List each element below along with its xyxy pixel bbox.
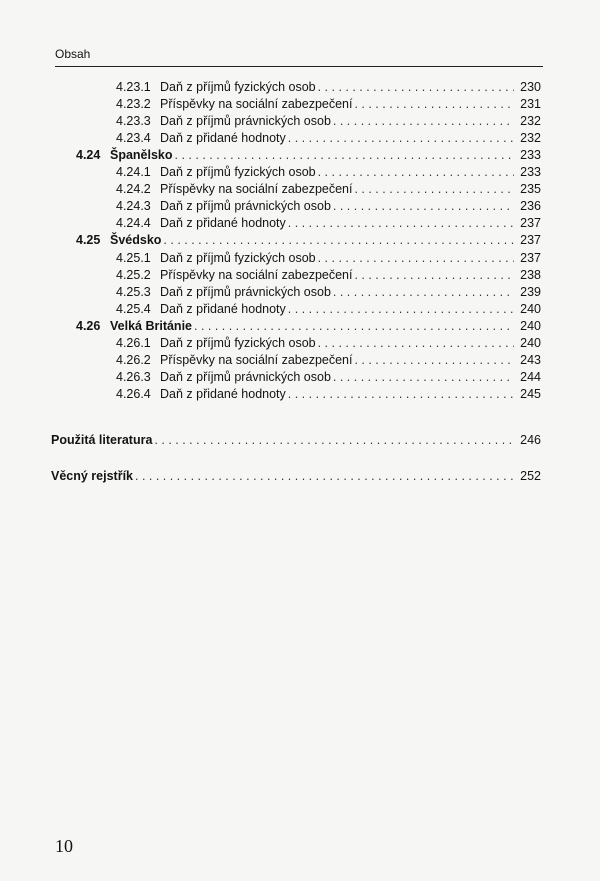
toc-entry-page: 236 xyxy=(520,199,541,214)
toc-entry-title: Španělsko xyxy=(110,148,173,163)
toc-entry-title: Příspěvky na sociální zabezpečení xyxy=(160,182,353,197)
dot-leader xyxy=(354,352,514,369)
toc-entry xyxy=(116,130,541,147)
toc-entry xyxy=(76,147,541,164)
dot-leader xyxy=(333,284,514,301)
toc-entry-page: 240 xyxy=(520,318,541,333)
toc-entry-title: Daň z přidané hodnoty xyxy=(160,131,286,146)
toc-entry-title: Příspěvky na sociální zabezpečení xyxy=(160,352,353,367)
toc-entry-number: 4.26.2 xyxy=(116,352,151,367)
toc-entry xyxy=(51,432,541,449)
dot-leader xyxy=(175,147,515,164)
toc-entry-page: 244 xyxy=(520,369,541,384)
toc-entry-page: 243 xyxy=(520,352,541,367)
toc-entry-page: 245 xyxy=(520,386,541,401)
dot-leader xyxy=(194,318,514,335)
toc-entry-title: Daň z příjmů fyzických osob xyxy=(160,335,316,350)
toc-entry-title: Použitá literatura xyxy=(51,433,153,447)
dot-leader xyxy=(163,232,514,249)
running-header-title: Obsah xyxy=(55,47,91,61)
toc-entry-number: 4.23.1 xyxy=(116,80,151,94)
toc-entry-number: 4.26 xyxy=(76,318,101,333)
toc-entry-number: 4.24.2 xyxy=(116,182,151,197)
toc-entry-page: 230 xyxy=(520,80,541,94)
dot-leader xyxy=(154,432,514,449)
dot-leader xyxy=(354,96,514,113)
toc-entry-number: 4.25.2 xyxy=(116,267,151,282)
dot-leader xyxy=(135,468,514,485)
toc-entry xyxy=(116,181,541,198)
toc-entry xyxy=(116,96,541,113)
toc-entry-number: 4.25.1 xyxy=(116,250,151,265)
toc-entry-number: 4.23.2 xyxy=(116,97,151,112)
toc-entry-page: 240 xyxy=(520,301,541,316)
toc-entry xyxy=(76,232,541,249)
toc-entry-number: 4.24.1 xyxy=(116,165,151,180)
toc-entry xyxy=(116,386,541,403)
toc-entry-number: 4.26.3 xyxy=(116,369,151,384)
toc-entry-page: 239 xyxy=(520,284,541,299)
toc-entry-number: 4.23.3 xyxy=(116,114,151,129)
toc-entry-page: 232 xyxy=(520,131,541,146)
toc-entry-title: Daň z přidané hodnoty xyxy=(160,216,286,231)
toc-entry-number: 4.26.1 xyxy=(116,335,151,350)
toc-entry-title: Daň z příjmů fyzických osob xyxy=(160,250,316,265)
dot-leader xyxy=(354,181,514,198)
toc-entry xyxy=(116,335,541,352)
toc-entry-title: Daň z přidané hodnoty xyxy=(160,386,286,401)
toc-entry-title: Daň z příjmů právnických osob xyxy=(160,199,331,214)
toc-entry-title: Věcný rejstřík xyxy=(51,469,133,483)
toc-entry xyxy=(116,250,541,267)
toc-entry-title: Daň z příjmů právnických osob xyxy=(160,284,331,299)
toc-entry xyxy=(116,164,541,181)
toc-entry xyxy=(116,352,541,369)
toc-entry xyxy=(116,113,541,130)
dot-leader xyxy=(318,250,515,267)
dot-leader xyxy=(333,198,514,215)
dot-leader xyxy=(354,267,514,284)
toc-entry-number: 4.25.4 xyxy=(116,301,151,316)
toc-entry-title: Daň z příjmů právnických osob xyxy=(160,114,331,129)
toc-entry-number: 4.25.3 xyxy=(116,284,151,299)
toc-entry-page: 246 xyxy=(520,433,541,447)
toc-entry-page: 252 xyxy=(520,469,541,483)
toc-entry-title: Velká Británie xyxy=(110,318,192,333)
dot-leader xyxy=(333,369,514,386)
toc-entry-number: 4.24.3 xyxy=(116,199,151,214)
toc-entry xyxy=(51,468,541,485)
toc-entry-page: 240 xyxy=(520,335,541,350)
toc-entry xyxy=(116,198,541,215)
toc-entry-page: 233 xyxy=(520,148,541,163)
toc-entry-number: 4.24 xyxy=(76,148,101,163)
toc-entry-page: 233 xyxy=(520,165,541,180)
toc-entry-page: 232 xyxy=(520,114,541,129)
toc-entry-page: 238 xyxy=(520,267,541,282)
toc-entry xyxy=(116,215,541,232)
page-number: 10 xyxy=(55,836,73,856)
toc-entry-number: 4.26.4 xyxy=(116,386,151,401)
dot-leader xyxy=(288,301,514,318)
toc-entry xyxy=(116,267,541,284)
dot-leader xyxy=(318,164,515,181)
toc-entry-title: Příspěvky na sociální zabezpečení xyxy=(160,97,353,112)
toc-entry-number: 4.24.4 xyxy=(116,216,151,231)
toc-entry-page: 237 xyxy=(520,250,541,265)
toc-entry-title: Švédsko xyxy=(110,233,162,248)
toc-entry-title: Daň z příjmů fyzických osob xyxy=(160,165,316,180)
toc-entry xyxy=(116,301,541,318)
toc-entry-number: 4.25 xyxy=(76,233,101,248)
toc-entry-page: 237 xyxy=(520,233,541,248)
dot-leader xyxy=(318,79,515,96)
dot-leader xyxy=(288,130,514,147)
toc-entry xyxy=(76,318,541,335)
dot-leader xyxy=(288,386,514,403)
toc-entry-page: 237 xyxy=(520,216,541,231)
toc-entry-number: 4.23.4 xyxy=(116,131,151,146)
toc-entry-title: Příspěvky na sociální zabezpečení xyxy=(160,267,353,282)
toc-entry-title: Daň z příjmů právnických osob xyxy=(160,369,331,384)
dot-leader xyxy=(318,335,515,352)
toc-entry xyxy=(116,79,541,96)
toc-entry-title: Daň z příjmů fyzických osob xyxy=(160,80,316,94)
toc-entry-title: Daň z přidané hodnoty xyxy=(160,301,286,316)
dot-leader xyxy=(333,113,514,130)
toc-entry xyxy=(116,284,541,301)
toc-entry xyxy=(116,369,541,386)
toc-entry-page: 235 xyxy=(520,182,541,197)
dot-leader xyxy=(288,215,514,232)
toc-entry-page: 231 xyxy=(520,97,541,112)
